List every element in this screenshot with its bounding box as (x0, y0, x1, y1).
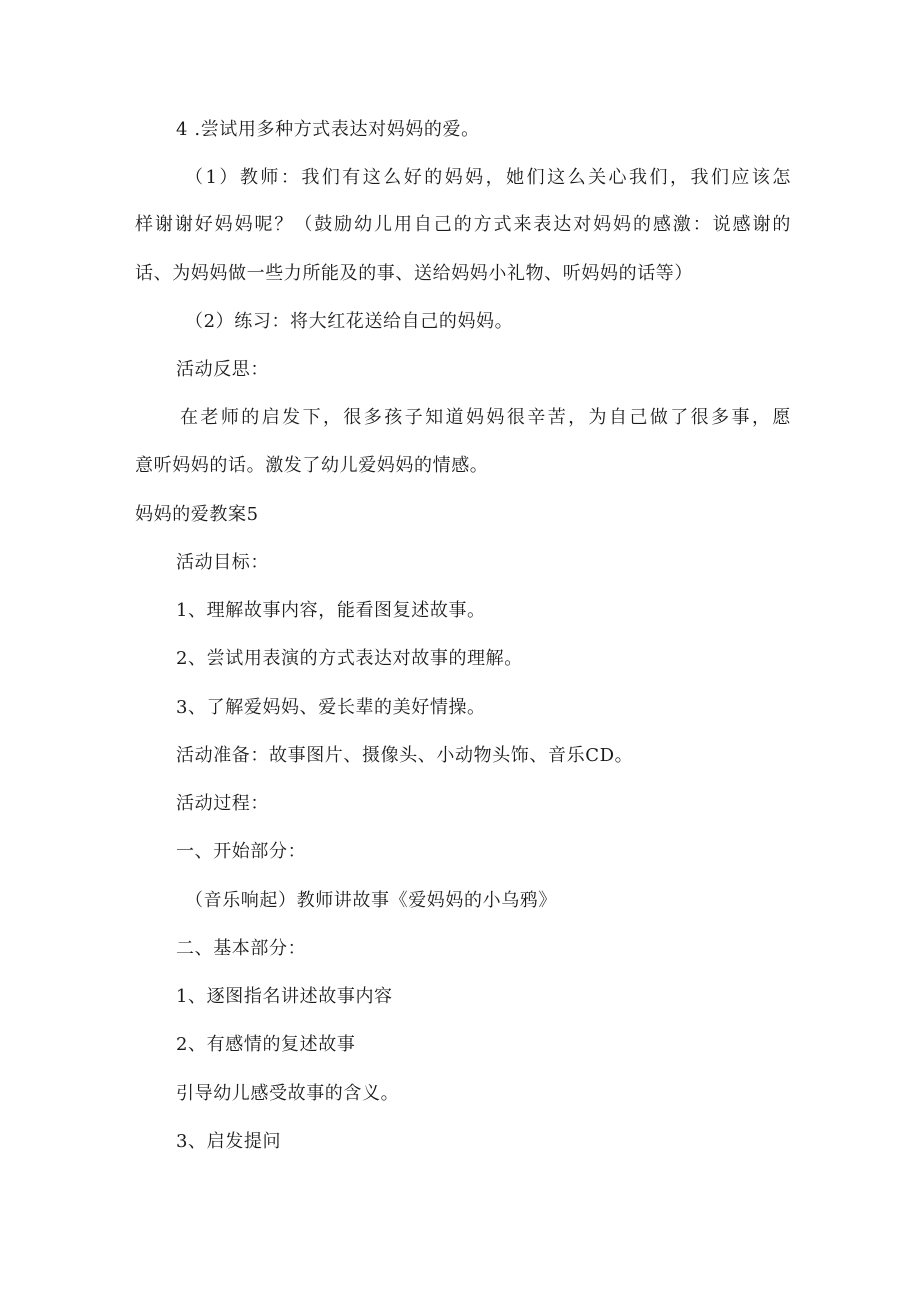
process-heading: 活动过程： (176, 793, 269, 814)
objective-item-2: 2、尝试用表演的方式表达对故事的理解。 (176, 648, 523, 669)
part-two-note: 引导幼儿感受故事的含义。 (176, 1083, 400, 1104)
part-two-item-2: 2、有感情的复述故事 (176, 1034, 356, 1055)
objective-item-1: 1、理解故事内容，能看图复述故事。 (176, 600, 486, 621)
step-4-heading: 4 .尝试用多种方式表达对妈妈的爱。 (176, 119, 480, 140)
paragraph-teacher-question-line3: 话、为妈妈做一些力所能及的事、送给妈妈小礼物、听妈妈的话等） (135, 263, 693, 284)
part-one-heading: 一、开始部分： (176, 841, 307, 862)
part-two-item-3: 3、启发提问 (176, 1131, 282, 1152)
paragraph-teacher-question-line1: （1）教师：我们有这么好的妈妈，她们这么关心我们，我们应该怎 (185, 167, 791, 188)
reflection-heading: 活动反思： (176, 359, 269, 380)
objectives-heading: 活动目标： (176, 552, 269, 573)
reflection-paragraph-line2: 意听妈妈的话。激发了幼儿爱妈妈的情感。 (135, 455, 489, 476)
part-two-item-1: 1、逐图指名讲述故事内容 (176, 986, 393, 1007)
part-one-content: （音乐响起）教师讲故事《爱妈妈的小乌鸦》 (185, 890, 557, 911)
objective-item-3: 3、了解爱妈妈、爱长辈的美好情操。 (176, 697, 486, 718)
paragraph-teacher-question-line2: 样谢谢好妈妈呢？（鼓励幼儿用自己的方式来表达对妈妈的感激：说感谢的 (135, 214, 791, 235)
part-two-heading: 二、基本部分： (176, 938, 307, 959)
preparation-line: 活动准备：故事图片、摄像头、小动物头饰、音乐CD。 (176, 745, 634, 766)
reflection-paragraph-line1: 在老师的启发下，很多孩子知道妈妈很辛苦，为自己做了很多事，愿 (180, 407, 791, 428)
section-title: 妈妈的爱教案5 (135, 504, 259, 525)
practice-item: （2）练习：将大红花送给自己的妈妈。 (185, 311, 514, 332)
